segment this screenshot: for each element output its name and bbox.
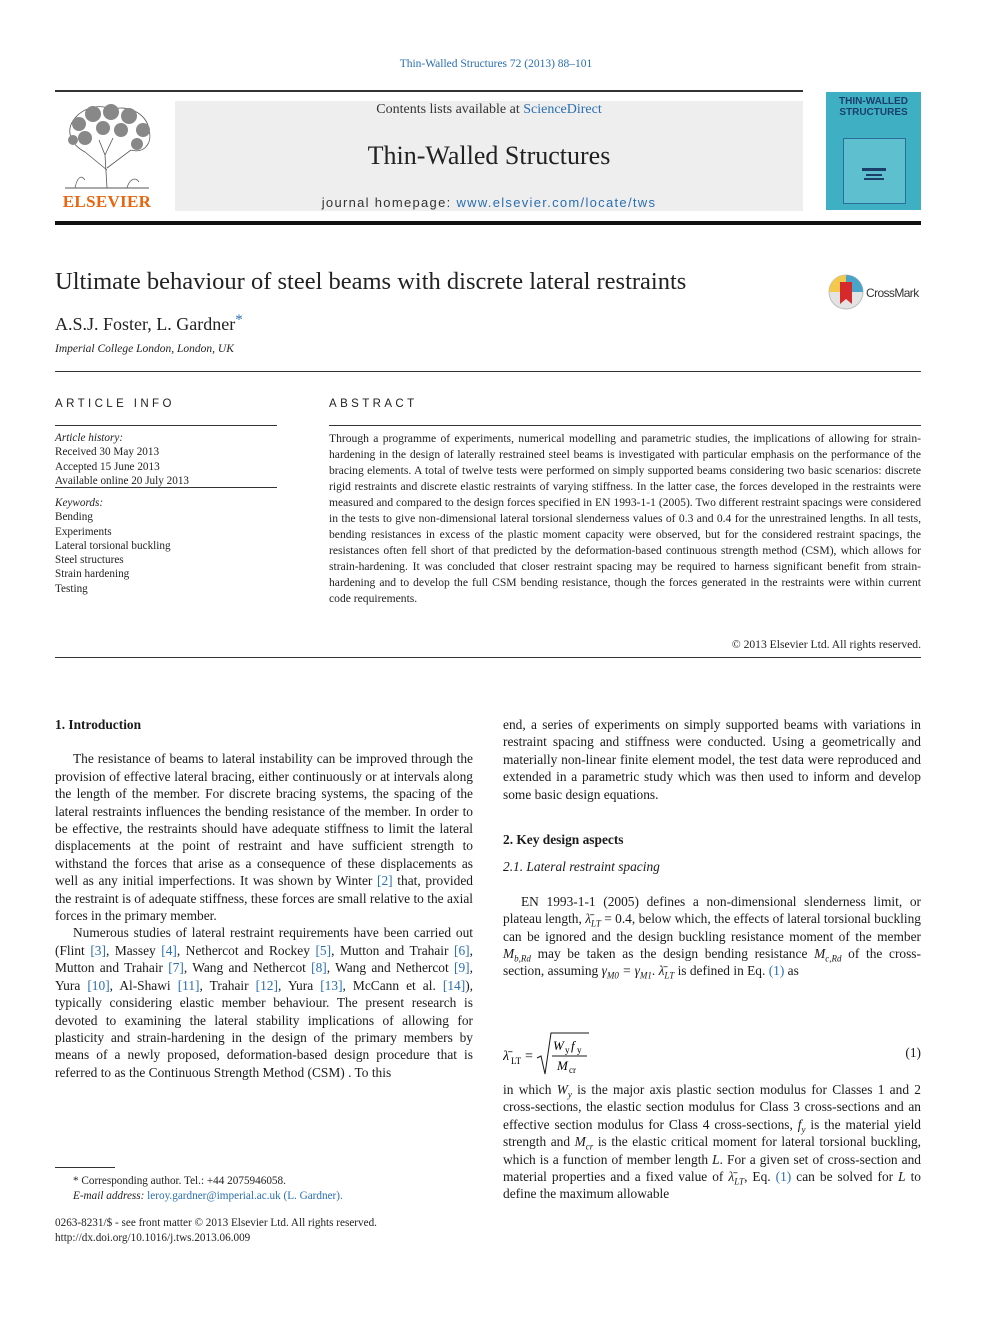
equation-link[interactable]: (1) — [768, 963, 785, 979]
equation-1-formula-icon — [503, 1030, 623, 1078]
ref-link[interactable]: [4] — [161, 942, 177, 958]
intro-paragraph-3: end, a series of experiments on simply supported beams with variations in restraint spacing and stiffness were conducted. Using a geometrically and materially non-linear finite element model, the test data were reproduced and extended in a parametric study which was then used to inform and develop some basic design equations. — [503, 717, 921, 802]
abstract-copyright: © 2013 Elsevier Ltd. All rights reserved. — [731, 638, 921, 651]
footnote-rule — [55, 1167, 115, 1168]
mbrd-symbol: $M_{b,Rd}$ — [503, 946, 531, 964]
ref-link[interactable]: [8] — [311, 960, 327, 976]
abstract-heading: ABSTRACT — [329, 398, 418, 410]
issn-line: 0263-8231/$ - see front matter © 2013 Elsevier Ltd. All rights reserved. — [55, 1217, 377, 1229]
issn-block — [55, 1216, 377, 1246]
article-info-heading: ARTICLE INFO — [55, 398, 175, 410]
lambda-lt-symbol: $\lambdā_{LT}$ — [658, 963, 675, 982]
length-symbol: L — [898, 1169, 906, 1185]
history-online: Available online 20 July 2013 — [55, 474, 190, 487]
ref-link[interactable]: [7] — [168, 960, 184, 976]
history-accepted: Accepted 15 June 2013 — [55, 460, 160, 473]
article-history — [55, 431, 277, 488]
fy-symbol: $f_y$ — [797, 1116, 806, 1135]
doi-link[interactable]: http://dx.doi.org/10.1016/j.tws.2013.06.009 — [55, 1232, 251, 1244]
gamma-symbol: $\gamma_{M0} = \gamma_{M1}$ — [601, 963, 652, 982]
svg-text:LT: LT — [511, 1056, 522, 1066]
history-rule — [55, 487, 277, 488]
sciencedirect-link[interactable]: ScienceDirect — [523, 102, 602, 117]
mcrd-symbol: $M_{c,Rd}$ — [814, 946, 842, 964]
affiliation: Imperial College London, London, UK — [55, 343, 234, 355]
contents-line: Contents lists available at ScienceDirect — [376, 102, 602, 117]
journal-citation[interactable]: Thin-Walled Structures 72 (2013) 88–101 — [399, 58, 593, 70]
ref-link[interactable]: [5] — [315, 942, 332, 958]
abstract-text: Through a programme of experiments, numerical modelling and parametric studies, the implications of allowing for strain-hardening in the design of laterally restrained steel beams is investigated with particular emphasis on the performance of the bracing elements. A total of twelve tests were performed on simply supported beams considering two basic scenarios: discrete rigid restraints and discrete elastic restraints of varying stiffness. In the latter case, the forces developed in the restraints were measured and compared to the design forces specified in EN 1993-1-1 (2005). Two different restraint spacings were considered in the tests to give non-dimensional lateral torsional slenderness values of 0.3 and 0.4 for the unrestrained lengths. In all tests, bending resistances in excess of the plastic moment capacity were observed, but for the considered restraint spacings, the resistances often fell short of that predicted by the deformation-based continuous strength method (CSM), which allows for strain-hardening. It was concluded that closer restraint spacing may be required to harness significant benefit from strain-hardening and to develop the full CSM bending resistance, though the forces generated in the restraints were within current code requirements. — [329, 432, 921, 605]
section-2-1-heading: 2.1. Lateral restraint spacing — [503, 859, 660, 875]
ref-link[interactable]: [10] — [87, 977, 110, 993]
cover-mark-icon — [861, 166, 887, 182]
svg-text:f: f — [571, 1038, 575, 1053]
email-link[interactable]: leroy.gardner@imperial.ac.uk (L. Gardner). — [147, 1190, 343, 1202]
keywords — [55, 496, 277, 596]
intro-paragraph-2: Numerous studies of lateral restraint requirements have been carried out (Flint [3], Massey [4], Nethercot and Rockey [5], Mutton and Trahair [6], Mutton and Trahair [7], Wang and Nethercot [8], Wang and Nethercot [9], Yura [10], Al-Shawi [11], Trahair [12], Yura [13], McCann et al. [14]), typically considering elastic member behaviour. The present research is devoted to examining the lateral stability implications of allowing for plasticity and strain-hardening in the design of the primary members by means of a newly proposed, deformation-based design procedure that is referred to as the Continuous Strength Method (CSM) . To this — [55, 925, 473, 1080]
ref-link[interactable]: [6] — [454, 942, 470, 958]
publisher-name: ELSEVIER — [62, 192, 152, 211]
abstract-bottom-rule — [55, 657, 921, 658]
journal-header-box — [175, 101, 803, 211]
equation-link[interactable]: (1) — [775, 1169, 792, 1185]
history-label: Article history: — [55, 432, 124, 444]
header-top-rule — [55, 90, 803, 92]
length-symbol: L — [712, 1151, 720, 1167]
ref-link[interactable]: [11] — [177, 977, 200, 993]
keyword: Experiments — [55, 525, 112, 538]
design-paragraph-1: EN 1993-1-1 (2005) defines a non-dimensional slenderness limit, or plateau length, $\lambdā_{LT} = 0.4$, below which, the effects of lateral torsional buckling can be ignored and the design buckling resistance moment of the member $M_{b,Rd}$ may be taken as the design bending resistance $M_{c,Rd}$ of the cross-section, assuming $\gamma_{M0} = \gamma_{M1}$. $\lambdā_{LT}$ is defined in Eq. (1) as — [503, 893, 921, 982]
keyword: Steel structures — [55, 554, 124, 567]
crossmark-icon — [828, 274, 864, 310]
homepage-link[interactable]: www.elsevier.com/locate/tws — [456, 195, 657, 210]
journal-homepage: journal homepage: www.elsevier.com/locate/tws — [321, 195, 657, 210]
intro-paragraph-1: The resistance of beams to lateral instability can be improved through the provision of effective lateral bracing, either continuously or at intervals along the length of the member. For discrete bracing systems, the spacing of the lateral restraints influences the bending resistance of the member. In order to be effective, the restraints should have adequate stiffness to limit the lateral displacements at the point of restraint and have sufficient strength to withstand the forces that arise as a consequence of these displacements as well as any initial imperfections. It was shown by Winter [2] that, provided the restraint is of adequate stiffness, these forces are small relative to the axial forces in the primary member. — [55, 751, 473, 924]
ref-link[interactable]: [9] — [454, 960, 470, 976]
keyword: Bending — [55, 511, 93, 524]
lambda-lt-symbol: $\lambdā_{LT}$ — [728, 1169, 745, 1187]
ref-link[interactable]: [3] — [90, 942, 106, 958]
article-title: Ultimate behaviour of steel beams with discrete lateral restraints — [55, 268, 687, 295]
header-bottom-rule — [55, 221, 921, 225]
journal-title: Thin-Walled Structures — [367, 141, 611, 170]
history-received: Received 30 May 2013 — [55, 446, 160, 459]
wy-symbol: $W_y$ — [556, 1082, 572, 1100]
section-2-heading: 2. Key design aspects — [503, 832, 624, 848]
keyword: Lateral torsional buckling — [55, 539, 171, 552]
svg-text:M: M — [557, 1058, 568, 1073]
svg-text:y: y — [565, 1045, 570, 1055]
crossmark-label: CrossMark — [866, 286, 919, 300]
svg-text:λ̄: λ̄ — [503, 1049, 510, 1064]
author-list: A.S.J. Foster, L. Gardner* — [55, 312, 243, 334]
journal-cover[interactable] — [826, 92, 921, 210]
section-1-heading: 1. Introduction — [55, 717, 142, 732]
article-info-rule — [55, 425, 277, 426]
cover-title: THIN-WALLED STRUCTURES — [839, 96, 908, 118]
ref-link[interactable]: [12] — [255, 977, 278, 993]
svg-text:y: y — [577, 1045, 582, 1055]
svg-text:cr: cr — [569, 1065, 576, 1075]
left-column — [55, 716, 473, 1081]
title-block-rule — [55, 371, 921, 372]
ref-link[interactable]: [13] — [320, 977, 343, 993]
svg-text:W: W — [553, 1038, 564, 1053]
mcr-symbol: $M_{cr}$ — [574, 1134, 594, 1152]
keywords-label: Keywords: — [55, 497, 104, 509]
ref-link[interactable]: [14] — [442, 977, 466, 993]
right-column-continued — [503, 1081, 921, 1203]
svg-text:=: = — [525, 1049, 533, 1064]
equation-number: (1) — [905, 1045, 921, 1060]
lambda-lt-symbol: $\lambdā_{LT}$ — [585, 911, 601, 929]
corresponding-author-mark[interactable]: * — [235, 312, 243, 328]
keyword: Testing — [55, 582, 88, 595]
footnote — [55, 1174, 475, 1204]
abstract-rule — [329, 425, 921, 426]
right-column — [503, 716, 921, 980]
keyword: Strain hardening — [55, 568, 130, 581]
equation-1 — [503, 1030, 921, 1078]
email-note: E-mail address: leroy.gardner@imperial.ac.uk (L. Gardner). — [73, 1190, 343, 1202]
ref-link[interactable]: [2] — [377, 873, 393, 889]
crossmark-badge[interactable] — [828, 274, 924, 312]
design-paragraph-2: in which $W_y$ is the major axis plastic section modulus for Classes 1 and 2 cross-sections, the elastic section modulus for Class 3 cross-sections and an effective section modulus for Class 4 cross-sections, $f_y$ is the material yield strength and $M_{cr}$ is the elastic critical moment for lateral torsional buckling, which is a function of member length L. For a given set of cross-section and material properties and a fixed value of $\lambdā_{LT}$, Eq. (1) can be solved for L to define the maximum allowable — [503, 1082, 922, 1202]
corresponding-author-note: * Corresponding author. Tel.: +44 2075946058. — [73, 1175, 286, 1187]
